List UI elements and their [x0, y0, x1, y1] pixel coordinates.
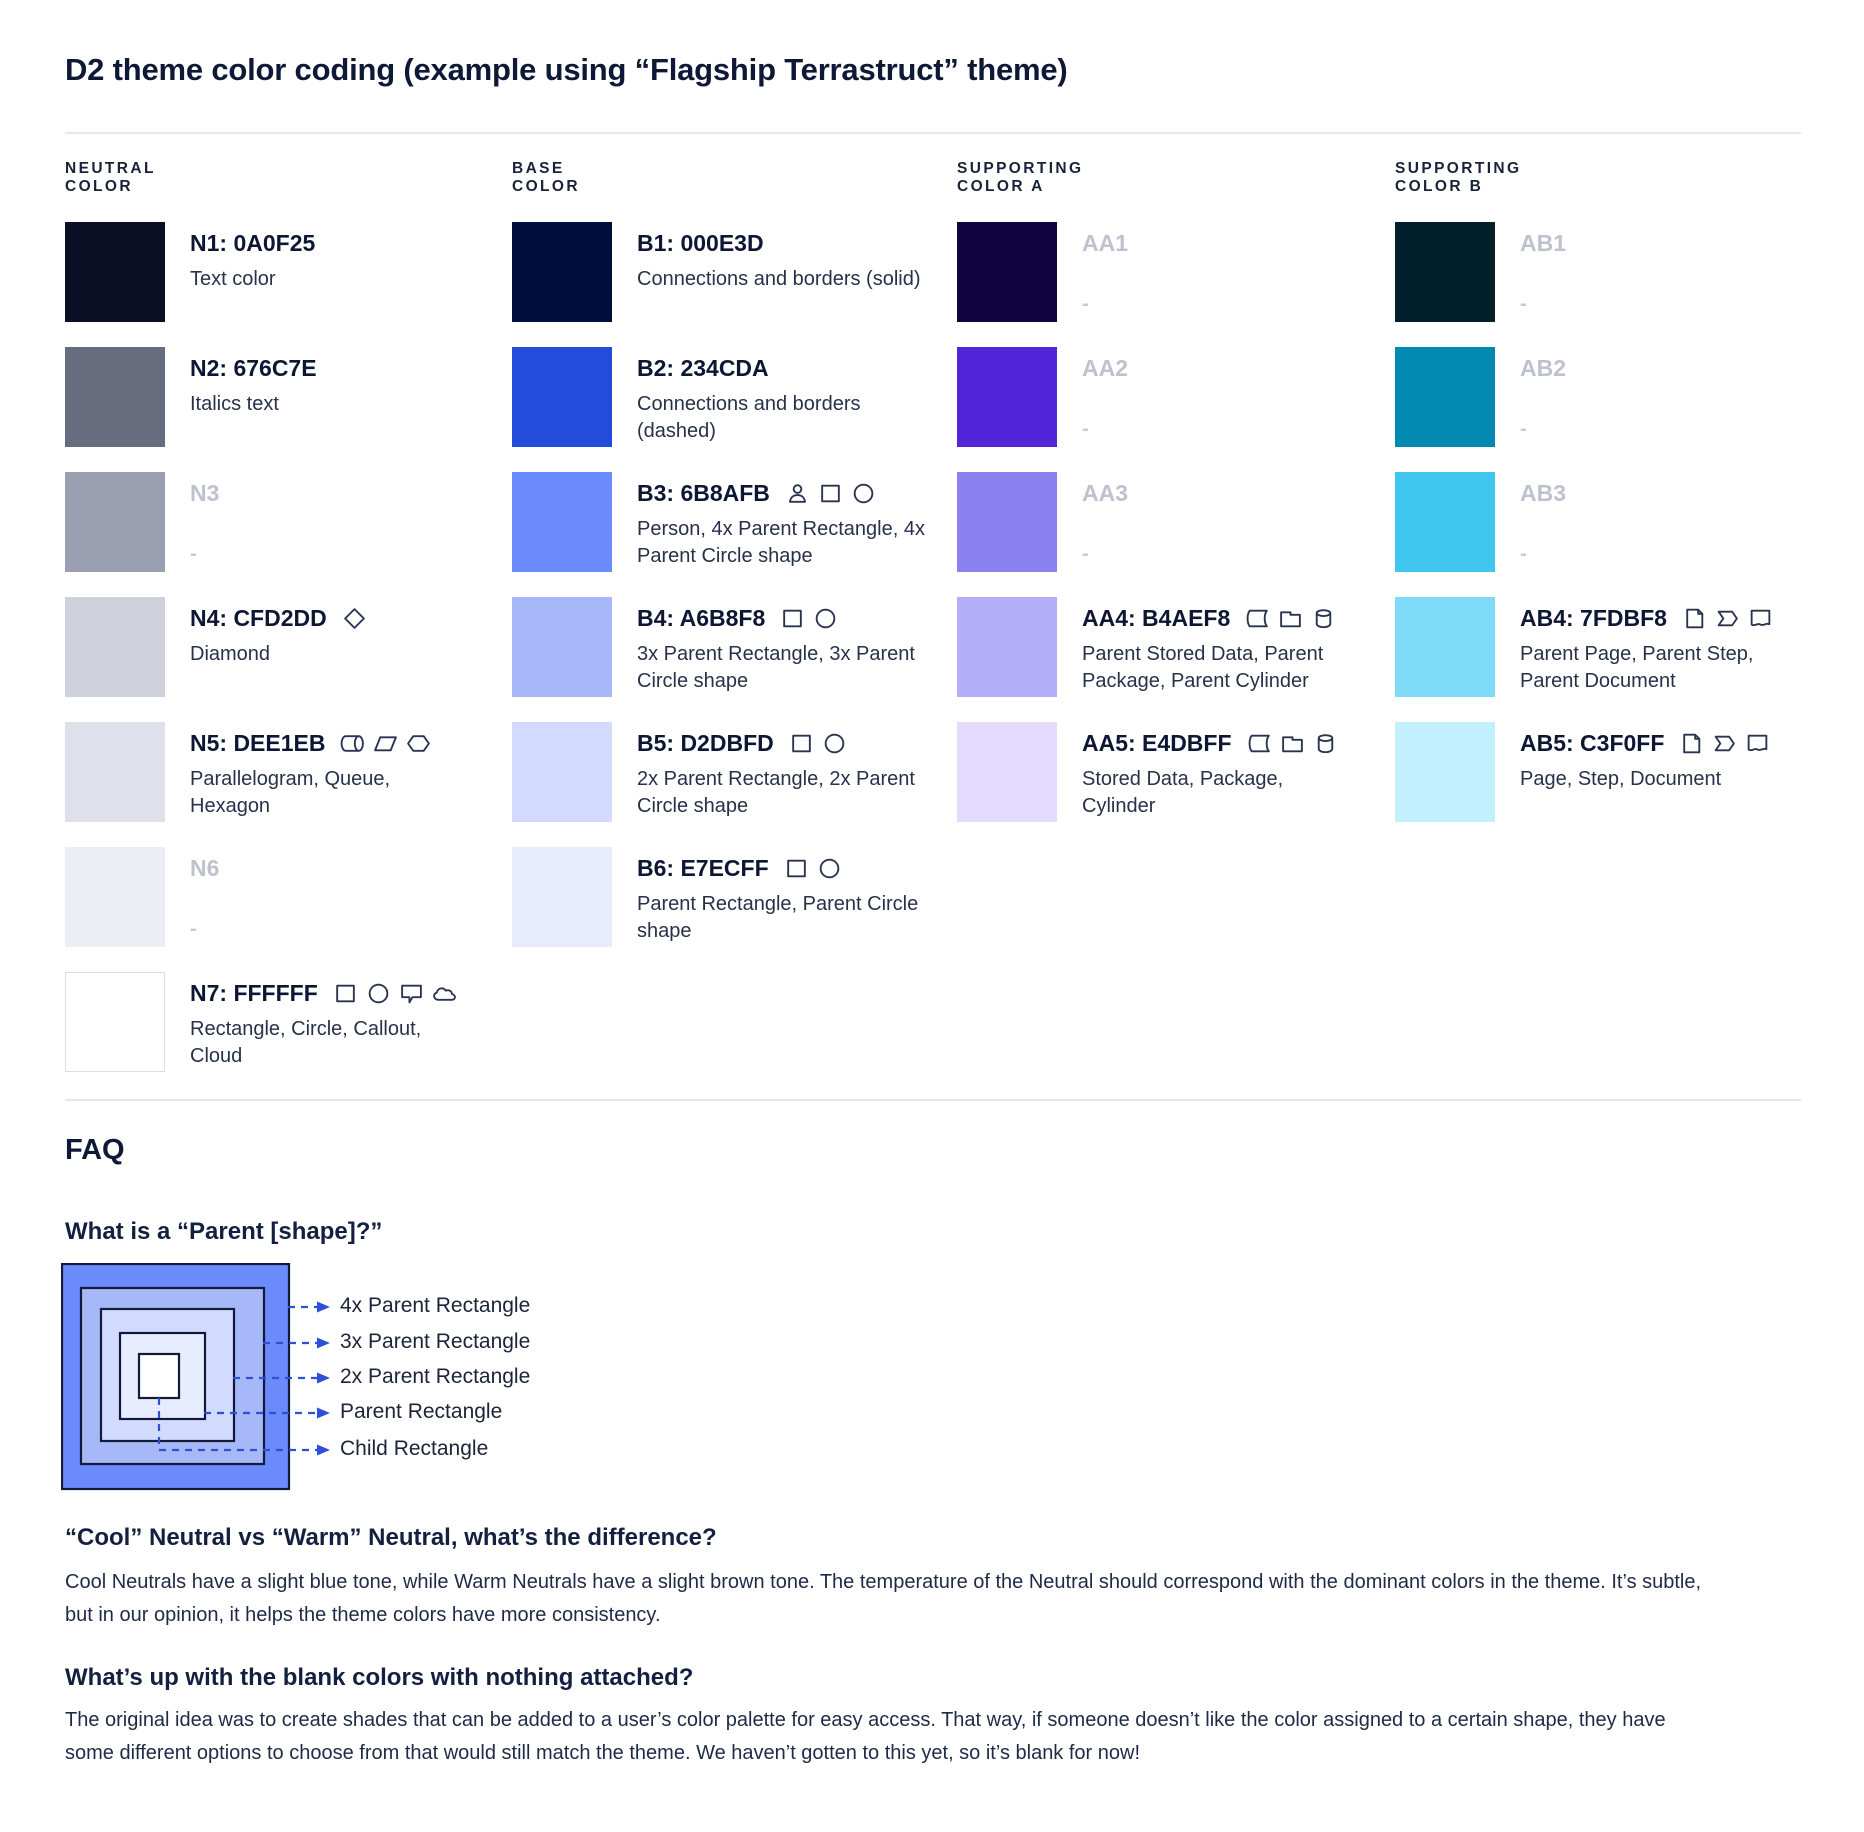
rectangle-icon [780, 606, 805, 631]
step-icon [1712, 731, 1737, 756]
swatch-description: - [190, 918, 197, 940]
page-icon [1679, 731, 1704, 756]
faq-heading: FAQ [65, 1134, 125, 1166]
color-swatch-row [65, 222, 450, 322]
shape-icons [785, 481, 876, 506]
shape-icons [1247, 731, 1338, 756]
column-header: BASE COLOR [512, 160, 580, 195]
rectangle-icon [784, 856, 809, 881]
color-swatch [957, 597, 1057, 697]
faq-answer-cool-vs-warm: Cool Neutrals have a slight blue tone, while Warm Neutrals have a slight brown tone. The temperature of the Neutral should correspond with the dominant colors in the theme. It’s subtle, but in our opinion, it helps the theme colors have more consistency. [65, 1571, 1702, 1626]
diagram-label: 2x Parent Rectangle [340, 1365, 531, 1388]
shape-icons [784, 856, 842, 881]
swatch-description: - [1520, 418, 1527, 440]
color-swatch-row [512, 722, 927, 822]
swatch-description: Stored Data, Package, Cylinder [1082, 768, 1284, 817]
diagram-label: 4x Parent Rectangle [340, 1294, 531, 1317]
shape-icons [1682, 606, 1773, 631]
diagram-label: 3x Parent Rectangle [340, 1330, 531, 1353]
color-swatch [65, 347, 165, 447]
swatch-label: B2: 234CDA [637, 355, 769, 381]
swatch-label: AB4: 7FDBF8 [1520, 605, 1667, 631]
color-swatch-row [1395, 722, 1785, 822]
color-swatch-row [957, 222, 1342, 322]
parallelogram-icon [373, 731, 398, 756]
circle-icon [366, 981, 391, 1006]
cloud-icon [432, 981, 457, 1006]
color-swatch-row [1395, 222, 1785, 322]
swatch-description: Italics text [190, 393, 279, 415]
color-swatch [65, 847, 165, 947]
color-swatch [512, 722, 612, 822]
color-palette-grid [65, 160, 1801, 1099]
swatch-description: 3x Parent Rectangle, 3x Parent Circle shape [637, 643, 915, 692]
swatch-label: N7: FFFFFF [190, 980, 318, 1006]
swatch-label: AB5: C3F0FF [1520, 730, 1665, 756]
swatch-label: B5: D2DBFD [637, 730, 774, 756]
color-swatch-row [1395, 347, 1785, 447]
color-swatch-row [512, 347, 927, 447]
shape-icons [780, 606, 838, 631]
shape-icons [340, 731, 431, 756]
swatch-description: 2x Parent Rectangle, 2x Parent Circle shape [637, 768, 915, 817]
swatch-label: AB2 [1520, 355, 1567, 381]
color-swatch [957, 222, 1057, 322]
shape-icons [342, 606, 367, 631]
color-swatch [1395, 722, 1495, 822]
swatch-description: Parent Stored Data, Parent Package, Parent Cylinder [1082, 643, 1324, 692]
swatch-description: Parent Rectangle, Parent Circle shape [637, 893, 919, 942]
color-swatch [65, 472, 165, 572]
diamond-icon [342, 606, 367, 631]
nested-rectangles-diagram [61, 1263, 721, 1503]
color-swatch-row [65, 472, 450, 572]
color-swatch-row [512, 472, 927, 572]
swatch-label: AA2 [1082, 355, 1129, 381]
swatch-description: Page, Step, Document [1520, 768, 1722, 790]
color-swatch-row [512, 597, 927, 697]
stored-data-icon [1245, 606, 1270, 631]
swatch-label: AA4: B4AEF8 [1082, 605, 1231, 631]
column-header: SUPPORTING COLOR B [1395, 160, 1522, 195]
shape-icons [333, 981, 457, 1006]
queue-icon [340, 731, 365, 756]
color-swatch [65, 972, 165, 1072]
color-swatch [65, 722, 165, 822]
rectangle-icon [789, 731, 814, 756]
swatch-description: Person, 4x Parent Rectangle, 4x Parent Circle shape [637, 518, 925, 567]
color-swatch [957, 347, 1057, 447]
diagram-label: Child Rectangle [340, 1437, 489, 1460]
color-swatch [512, 347, 612, 447]
swatch-description: Connections and borders (solid) [637, 268, 921, 290]
callout-icon [399, 981, 424, 1006]
swatch-label: N4: CFD2DD [190, 605, 327, 631]
color-swatch [1395, 347, 1495, 447]
diagram-label: Parent Rectangle [340, 1400, 503, 1423]
swatch-label: B4: A6B8F8 [637, 605, 766, 631]
circle-icon [851, 481, 876, 506]
document-icon [1748, 606, 1773, 631]
color-swatch [65, 222, 165, 322]
swatch-label: N3 [190, 480, 220, 506]
cylinder-icon [1311, 606, 1336, 631]
color-swatch [65, 597, 165, 697]
color-swatch [1395, 597, 1495, 697]
swatch-description: Connections and borders (dashed) [637, 393, 861, 442]
swatch-label: B3: 6B8AFB [637, 480, 770, 506]
color-swatch [957, 472, 1057, 572]
circle-icon [817, 856, 842, 881]
column-header: SUPPORTING COLOR A [957, 160, 1084, 195]
rectangle-icon [333, 981, 358, 1006]
shape-icons [1679, 731, 1770, 756]
swatch-description: - [1082, 418, 1089, 440]
swatch-label: N1: 0A0F25 [190, 230, 316, 256]
color-swatch-row [65, 847, 450, 947]
faq-question-cool-vs-warm: “Cool” Neutral vs “Warm” Neutral, what’s the difference? [65, 1524, 717, 1551]
step-icon [1715, 606, 1740, 631]
package-icon [1278, 606, 1303, 631]
faq-answer-blank-colors: The original idea was to create shades that can be added to a user’s color palette for easy access. That way, if someone doesn’t like the color assigned to a certain shape, they have some different options to choose from that would still match the theme. We haven’t gotten to this yet, so it’s blank for now! [65, 1709, 1666, 1764]
swatch-description: Rectangle, Circle, Callout, Cloud [190, 1018, 422, 1067]
swatch-description: Diamond [190, 643, 271, 665]
divider [65, 132, 1801, 134]
color-swatch-row [65, 972, 450, 1072]
swatch-description: Parent Page, Parent Step, Parent Document [1520, 643, 1754, 692]
cylinder-icon [1313, 731, 1338, 756]
stored-data-icon [1247, 731, 1272, 756]
swatch-label: AA5: E4DBFF [1082, 730, 1232, 756]
swatch-description: - [1082, 293, 1089, 315]
person-icon [785, 481, 810, 506]
divider [65, 1099, 1801, 1101]
page-icon [1682, 606, 1707, 631]
swatch-label: N2: 676C7E [190, 355, 317, 381]
color-swatch-row [957, 722, 1342, 822]
package-icon [1280, 731, 1305, 756]
color-swatch-row [957, 472, 1342, 572]
swatch-description: - [1082, 543, 1089, 565]
swatch-label: N5: DEE1EB [190, 730, 326, 756]
color-swatch [512, 222, 612, 322]
faq-question-parent-shape: What is a “Parent [shape]?” [65, 1218, 383, 1245]
color-swatch [1395, 222, 1495, 322]
shape-icons [1245, 606, 1336, 631]
color-swatch [957, 722, 1057, 822]
color-swatch-row [1395, 472, 1785, 572]
hexagon-icon [406, 731, 431, 756]
swatch-description: - [190, 543, 197, 565]
color-swatch-row [957, 597, 1342, 697]
color-swatch-row [957, 347, 1342, 447]
color-swatch-row [512, 222, 927, 322]
swatch-label: AB1 [1520, 230, 1567, 256]
swatch-description: - [1520, 543, 1527, 565]
page-title: D2 theme color coding (example using “Flagship Terrastruct” theme) [65, 52, 1068, 87]
swatch-description: Text color [190, 268, 276, 290]
swatch-label: B6: E7ECFF [637, 855, 769, 881]
color-swatch [512, 472, 612, 572]
circle-icon [813, 606, 838, 631]
shape-icons [789, 731, 847, 756]
swatch-label: B1: 000E3D [637, 230, 764, 256]
rectangle-icon [818, 481, 843, 506]
swatch-label: N6 [190, 855, 220, 881]
color-swatch [512, 597, 612, 697]
circle-icon [822, 731, 847, 756]
swatch-description: Parallelogram, Queue, Hexagon [190, 768, 391, 817]
color-swatch-row [1395, 597, 1785, 697]
swatch-label: AA1 [1082, 230, 1129, 256]
swatch-description: - [1520, 293, 1527, 315]
faq-question-blank-colors: What’s up with the blank colors with nothing attached? [65, 1664, 694, 1691]
swatch-label: AB3 [1520, 480, 1567, 506]
color-swatch-row [65, 722, 450, 822]
color-swatch-row [65, 597, 450, 697]
color-swatch [512, 847, 612, 947]
color-swatch-row [65, 347, 450, 447]
column-header: NEUTRAL COLOR [65, 160, 156, 195]
color-swatch [1395, 472, 1495, 572]
document-icon [1745, 731, 1770, 756]
swatch-label: AA3 [1082, 480, 1129, 506]
color-swatch-row [512, 847, 927, 947]
